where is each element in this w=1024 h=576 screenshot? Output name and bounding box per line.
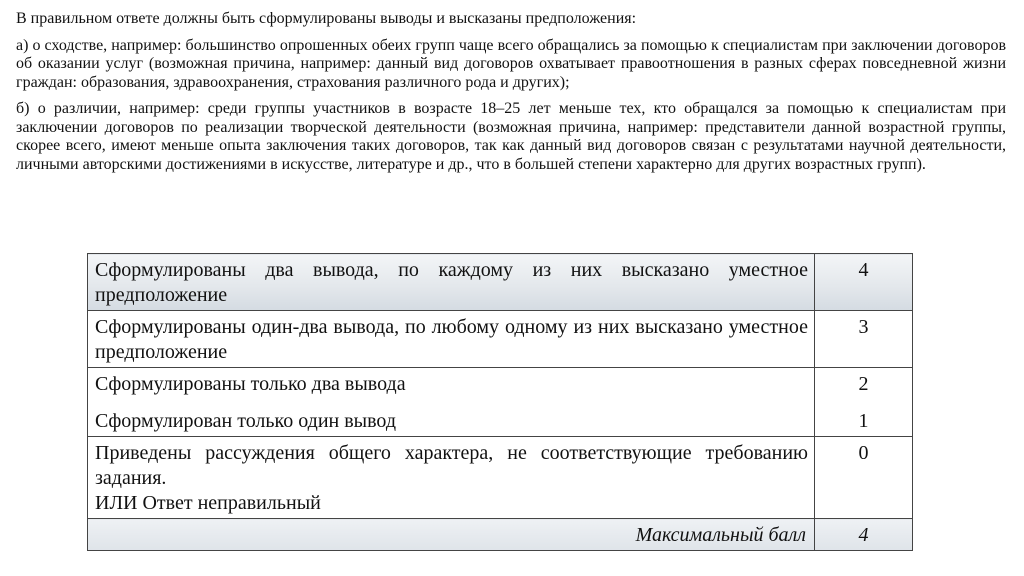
similarity-paragraph: а) о сходстве, например: большинство опрошенных обеих групп чаще всего обращались за помощью к специалистам при заключении договоров об оказании услуг (возможная причина, например: данный вид договоров охватывает правоотношения в разных сферах повседневной жизни граждан: образования, здравоохранения, страхования различного рода и других); [16,36,1006,91]
table-row [88,311,913,368]
table-row [88,437,913,519]
criterion-score: 2 [858,373,869,395]
criterion-cell [88,437,815,519]
criterion-score: 4 [815,254,913,311]
intro-heading: В правильном ответе должны быть сформулированы выводы и высказаны предположения: [16,10,637,27]
answer-description [16,10,1006,174]
criterion-score: 1 [858,410,869,432]
criterion-score: 3 [815,311,913,368]
grading-criteria-table [87,253,913,551]
table-row [88,254,913,311]
criterion-text: Сформулированы только два вывода [95,373,406,395]
max-score-value: 4 [815,519,913,551]
criterion-text: Сформулированы один-два вывода, по любому одному из них высказано уместное предположение [88,311,815,368]
criterion-score: 0 [815,437,913,519]
criterion-text: Сформулированы два вывода, по каждому из них высказано уместное предположение [88,254,815,311]
criterion-text: Приведены рассуждения общего характера, не соответствующие требованию задания. [95,442,808,489]
criterion-text: ИЛИ Ответ неправильный [95,492,321,514]
criterion-cell [88,368,815,437]
table-row [88,368,913,437]
difference-paragraph: б) о различии, например: среди группы участников в возрасте 18–25 лет меньше тех, кто обращался за помощью к специалистам при заключении договоров по реализации творческой деятельности (возможная причина, например: представители данной возрастной группы, скорее всего, имеют меньше опыта заключения таких договоров, так как данный вид договоров связан с результатами научной деятельности, личными авторскими достижениями в искусстве, литературе и др., что в большей степени характерно для других возрастных групп). [16,100,1006,173]
max-score-label: Максимальный балл [88,519,815,551]
criterion-text: Сформулирован только один вывод [95,410,397,432]
score-cell [815,368,913,437]
max-score-row [88,519,913,551]
